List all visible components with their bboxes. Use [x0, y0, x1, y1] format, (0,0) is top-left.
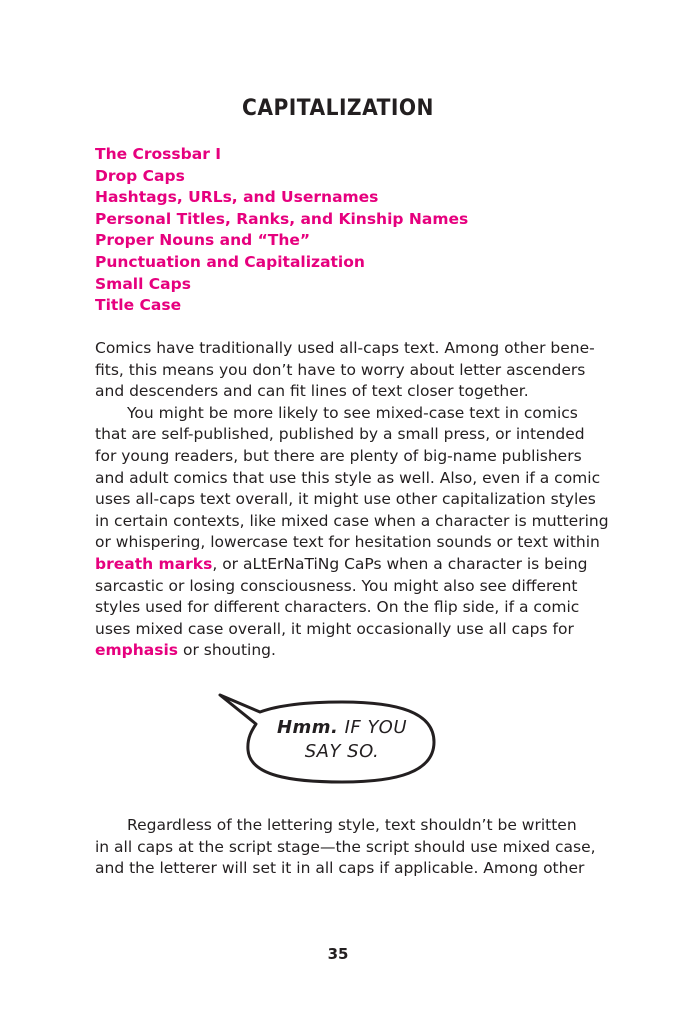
page-title: CAPITALIZATION	[242, 96, 434, 121]
paragraph-line: styles used for different characters. On the flip side, if a comic	[95, 598, 580, 617]
paragraph-line: or whispering, lowercase text for hesitation sounds or text within	[95, 533, 600, 552]
link-title-case[interactable]: Title Case	[95, 296, 182, 315]
link-punctuation-capitalization[interactable]: Punctuation and Capitalization	[95, 252, 365, 271]
paragraph-line: Regardless of the lettering style, text shouldn’t be written	[127, 816, 577, 834]
link-hashtags-urls-usernames[interactable]: Hashtags, URLs, and Usernames	[95, 188, 379, 207]
paragraph-line: You might be more likely to see mixed-case text in comics	[127, 403, 578, 422]
page-number: 35	[327, 945, 349, 963]
paragraph-line: that are self-published, published by a small press, or intended	[95, 425, 585, 444]
link-breath-marks[interactable]: breath marks	[95, 554, 213, 573]
speech-bubble-text	[247, 716, 437, 764]
paragraph-line: in all caps at the script stage—the script should use mixed case,	[95, 837, 596, 856]
link-personal-titles[interactable]: Personal Titles, Ranks, and Kinship Names	[95, 209, 469, 228]
paragraph-line: sarcastic or losing consciousness. You might also see different	[95, 576, 578, 595]
related-topics-list	[95, 144, 468, 317]
link-crossbar-i[interactable]: The Crossbar I	[95, 145, 221, 163]
link-drop-caps[interactable]: Drop Caps	[95, 166, 185, 185]
paragraph-line: fits, this means you don’t have to worry about letter ascenders	[95, 360, 586, 379]
speech-line-2: SAY SO.	[304, 741, 380, 762]
body-paragraphs	[95, 338, 609, 662]
body-paragraph-continued	[95, 815, 596, 880]
speech-hmm: Hmm.	[276, 717, 339, 738]
paragraph-line	[95, 640, 585, 662]
paragraph-line	[95, 554, 588, 576]
paragraph-line: uses mixed case overall, it might occasionally use all caps for	[95, 619, 574, 638]
link-small-caps[interactable]: Small Caps	[95, 274, 191, 293]
paragraph-line: in certain contexts, like mixed case when a character is muttering	[95, 511, 609, 530]
speech-line-1	[247, 716, 437, 740]
paragraph-text: , or aLtErNaTiNg CaPs when a character is being	[212, 554, 588, 573]
paragraph-line: and the letterer will set it in all caps if applicable. Among other	[95, 859, 585, 878]
speech-if-you: IF YOU	[338, 717, 408, 738]
paragraph-line: for young readers, but there are plenty of big-name publishers	[95, 446, 582, 465]
paragraph-line: and adult comics that use this style as well. Also, even if a comic	[95, 468, 601, 487]
paragraph-line: and descenders and can fit lines of text closer together.	[95, 382, 529, 401]
paragraph-line: uses all-caps text overall, it might use other capitalization styles	[95, 490, 596, 509]
link-emphasis[interactable]: emphasis	[95, 641, 179, 660]
link-proper-nouns[interactable]: Proper Nouns and “The”	[95, 231, 311, 250]
paragraph-text: or shouting.	[178, 641, 276, 660]
paragraph-line: Comics have traditionally used all-caps text. Among other bene-	[95, 339, 595, 357]
